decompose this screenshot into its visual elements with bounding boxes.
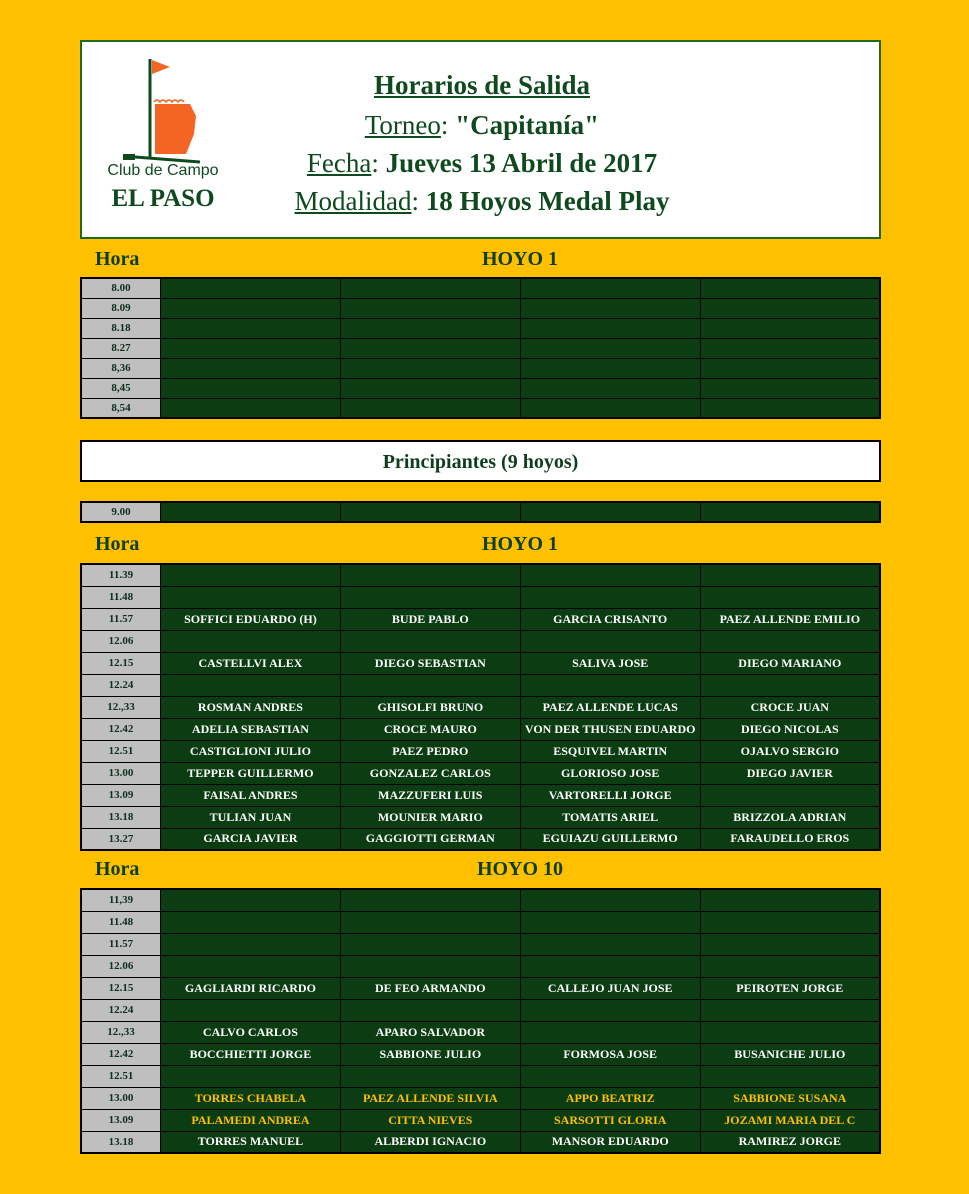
section1-header xyxy=(80,248,880,274)
tee-time-cell: 11.57 xyxy=(81,933,161,955)
player-cell xyxy=(161,502,341,522)
player-cell: DIEGO NICOLAS xyxy=(700,718,880,740)
player-cell xyxy=(161,398,341,418)
table-row xyxy=(81,502,880,522)
player-cell xyxy=(340,278,520,298)
player-cell xyxy=(700,999,880,1021)
table-row xyxy=(81,564,880,586)
player-cell xyxy=(340,318,520,338)
player-cell: SABBIONE JULIO xyxy=(340,1043,520,1065)
club-name-line1: Club de Campo xyxy=(107,162,219,179)
player-cell xyxy=(700,784,880,806)
player-cell: CITTA NIEVES xyxy=(340,1109,520,1131)
player-cell xyxy=(520,911,700,933)
hora-label: Hora xyxy=(95,858,140,880)
player-cell xyxy=(340,564,520,586)
player-cell: PAEZ PEDRO xyxy=(340,740,520,762)
player-cell xyxy=(161,999,341,1021)
tee-time-cell: 9.00 xyxy=(81,502,161,522)
player-cell xyxy=(340,398,520,418)
tee-time-cell: 12.06 xyxy=(81,630,161,652)
player-cell: FARAUDELLO EROS xyxy=(700,828,880,850)
player-cell xyxy=(520,278,700,298)
tee-time-cell: 12.51 xyxy=(81,1065,161,1087)
player-cell xyxy=(161,278,341,298)
player-cell xyxy=(700,398,880,418)
tee-time-cell: 12.24 xyxy=(81,999,161,1021)
player-cell xyxy=(340,1065,520,1087)
fecha-separator: : xyxy=(371,148,379,178)
tee-table-principiantes xyxy=(80,501,881,523)
player-cell: BRIZZOLA ADRIAN xyxy=(700,806,880,828)
player-cell xyxy=(700,502,880,522)
torneo-label: Torneo xyxy=(364,110,441,140)
table-row xyxy=(81,1043,880,1065)
player-cell xyxy=(340,586,520,608)
player-cell xyxy=(520,586,700,608)
table-row xyxy=(81,398,880,418)
tee-table-hoyo1 xyxy=(80,563,881,851)
player-cell xyxy=(520,630,700,652)
player-cell: JOZAMI MARIA DEL C xyxy=(700,1109,880,1131)
player-cell: GARCIA JAVIER xyxy=(161,828,341,850)
tee-time-cell: 11.48 xyxy=(81,586,161,608)
table-row xyxy=(81,762,880,784)
player-cell xyxy=(161,674,341,696)
tee-time-cell: 8.18 xyxy=(81,318,161,338)
table-row xyxy=(81,889,880,911)
player-cell xyxy=(700,298,880,318)
player-cell: SOFFICI EDUARDO (H) xyxy=(161,608,341,630)
player-cell: FORMOSA JOSE xyxy=(520,1043,700,1065)
hora-label: Hora xyxy=(95,533,140,555)
table-row xyxy=(81,955,880,977)
player-cell: CROCE MAURO xyxy=(340,718,520,740)
player-cell xyxy=(700,378,880,398)
tee-time-cell: 11.39 xyxy=(81,564,161,586)
player-cell xyxy=(700,358,880,378)
player-cell xyxy=(520,1065,700,1087)
player-cell: MANSOR EDUARDO xyxy=(520,1131,700,1153)
tee-table-hoyo1-morning xyxy=(80,277,881,419)
player-cell: PEIROTEN JORGE xyxy=(700,977,880,999)
player-cell xyxy=(520,999,700,1021)
table-row xyxy=(81,338,880,358)
player-cell xyxy=(161,338,341,358)
player-cell xyxy=(340,999,520,1021)
player-cell xyxy=(700,586,880,608)
player-cell xyxy=(700,1065,880,1087)
player-cell xyxy=(520,502,700,522)
player-cell: TORRES MANUEL xyxy=(161,1131,341,1153)
player-cell: VARTORELLI JORGE xyxy=(520,784,700,806)
table-row xyxy=(81,740,880,762)
tee-time-cell: 12.42 xyxy=(81,1043,161,1065)
player-cell: DIEGO MARIANO xyxy=(700,652,880,674)
tee-time-cell: 11.48 xyxy=(81,911,161,933)
player-cell: TOMATIS ARIEL xyxy=(520,806,700,828)
player-cell xyxy=(161,358,341,378)
tee-time-cell: 12.42 xyxy=(81,718,161,740)
table-row xyxy=(81,1087,880,1109)
tee-time-cell: 12.06 xyxy=(81,955,161,977)
table-row xyxy=(81,298,880,318)
section2-header xyxy=(80,533,880,559)
player-cell xyxy=(161,911,341,933)
player-cell: MOUNIER MARIO xyxy=(340,806,520,828)
player-cell xyxy=(700,911,880,933)
player-cell: GARCIA CRISANTO xyxy=(520,608,700,630)
player-cell xyxy=(340,298,520,318)
player-cell: GHISOLFI BRUNO xyxy=(340,696,520,718)
player-cell xyxy=(161,933,341,955)
player-cell: APPO BEATRIZ xyxy=(520,1087,700,1109)
tee-time-cell: 13.09 xyxy=(81,784,161,806)
table-row xyxy=(81,586,880,608)
player-cell: ALBERDI IGNACIO xyxy=(340,1131,520,1153)
player-cell: PAEZ ALLENDE EMILIO xyxy=(700,608,880,630)
tee-time-cell: 8.09 xyxy=(81,298,161,318)
modalidad-separator: : xyxy=(411,186,419,216)
page-title: Horarios de Salida xyxy=(373,70,590,100)
table-row xyxy=(81,278,880,298)
tee-time-cell: 12.24 xyxy=(81,674,161,696)
player-cell xyxy=(700,630,880,652)
hoyo-label: HOYO 1 xyxy=(481,248,559,270)
torneo-line xyxy=(242,110,722,141)
fecha-value: Jueves 13 Abril de 2017 xyxy=(385,148,658,178)
player-cell xyxy=(520,338,700,358)
player-cell xyxy=(520,889,700,911)
tee-time-cell: 12.,33 xyxy=(81,696,161,718)
table-row xyxy=(81,933,880,955)
player-cell: PALAMEDI ANDREA xyxy=(161,1109,341,1131)
player-cell: DE FEO ARMANDO xyxy=(340,977,520,999)
modalidad-label: Modalidad xyxy=(294,186,412,216)
player-cell xyxy=(340,358,520,378)
player-cell xyxy=(520,398,700,418)
player-cell: VON DER THUSEN EDUARDO xyxy=(520,718,700,740)
table-row xyxy=(81,696,880,718)
table-row xyxy=(81,630,880,652)
tee-time-cell: 13.27 xyxy=(81,828,161,850)
table-row xyxy=(81,1109,880,1131)
player-cell xyxy=(340,630,520,652)
header-box xyxy=(80,40,881,239)
player-cell xyxy=(340,502,520,522)
tee-time-cell: 8,36 xyxy=(81,358,161,378)
player-cell xyxy=(520,358,700,378)
table-row xyxy=(81,318,880,338)
player-cell xyxy=(700,1021,880,1043)
player-cell: SABBIONE SUSANA xyxy=(700,1087,880,1109)
table-row xyxy=(81,1131,880,1153)
player-cell xyxy=(161,318,341,338)
player-cell xyxy=(340,955,520,977)
player-cell: BUSANICHE JULIO xyxy=(700,1043,880,1065)
player-cell xyxy=(340,933,520,955)
player-cell xyxy=(520,298,700,318)
player-cell xyxy=(161,889,341,911)
table-row xyxy=(81,1021,880,1043)
table-row xyxy=(81,977,880,999)
tee-time-cell: 13.18 xyxy=(81,806,161,828)
player-cell xyxy=(340,911,520,933)
tee-time-cell: 13.00 xyxy=(81,1087,161,1109)
player-cell xyxy=(161,1065,341,1087)
modalidad-line xyxy=(242,186,722,217)
player-cell: CALVO CARLOS xyxy=(161,1021,341,1043)
tee-time-cell: 11.57 xyxy=(81,608,161,630)
table-row xyxy=(81,608,880,630)
tee-time-cell: 12.51 xyxy=(81,740,161,762)
player-cell: DIEGO JAVIER xyxy=(700,762,880,784)
player-cell xyxy=(161,586,341,608)
tee-time-cell: 8.00 xyxy=(81,278,161,298)
player-cell: CASTIGLIONI JULIO xyxy=(161,740,341,762)
tee-time-cell: 13.00 xyxy=(81,762,161,784)
tee-time-cell: 13.09 xyxy=(81,1109,161,1131)
player-cell xyxy=(340,338,520,358)
player-cell: ESQUIVEL MARTIN xyxy=(520,740,700,762)
player-cell xyxy=(700,674,880,696)
player-cell: TEPPER GUILLERMO xyxy=(161,762,341,784)
player-cell xyxy=(700,564,880,586)
player-cell xyxy=(700,338,880,358)
player-cell: APARO SALVADOR xyxy=(340,1021,520,1043)
player-cell: CALLEJO JUAN JOSE xyxy=(520,977,700,999)
player-cell: EGUIAZU GUILLERMO xyxy=(520,828,700,850)
tee-table-hoyo10 xyxy=(80,888,881,1154)
player-cell xyxy=(161,630,341,652)
tee-time-cell: 12.15 xyxy=(81,977,161,999)
player-cell: GAGLIARDI RICARDO xyxy=(161,977,341,999)
hoyo-label: HOYO 10 xyxy=(476,858,564,880)
player-cell xyxy=(340,378,520,398)
player-cell xyxy=(700,955,880,977)
table-row xyxy=(81,828,880,850)
table-row xyxy=(81,358,880,378)
hora-label: Hora xyxy=(95,248,140,270)
torneo-value: "Capitanía" xyxy=(455,110,600,140)
tee-time-cell: 12.15 xyxy=(81,652,161,674)
player-cell: FAISAL ANDRES xyxy=(161,784,341,806)
table-row xyxy=(81,674,880,696)
player-cell xyxy=(161,564,341,586)
table-row xyxy=(81,911,880,933)
player-cell: MAZZUFERI LUIS xyxy=(340,784,520,806)
table-row xyxy=(81,999,880,1021)
tee-time-cell: 12.,33 xyxy=(81,1021,161,1043)
player-cell xyxy=(700,318,880,338)
principiantes-banner: Principiantes (9 hoyos) xyxy=(80,440,881,482)
fecha-line xyxy=(242,148,722,179)
player-cell: BOCCHIETTI JORGE xyxy=(161,1043,341,1065)
player-cell: PAEZ ALLENDE SILVIA xyxy=(340,1087,520,1109)
player-cell xyxy=(161,378,341,398)
player-cell: CROCE JUAN xyxy=(700,696,880,718)
tee-time-cell: 8,45 xyxy=(81,378,161,398)
player-cell: TULIAN JUAN xyxy=(161,806,341,828)
player-cell: SALIVA JOSE xyxy=(520,652,700,674)
table-row xyxy=(81,718,880,740)
player-cell: GLORIOSO JOSE xyxy=(520,762,700,784)
player-cell xyxy=(700,278,880,298)
tee-time-cell: 11,39 xyxy=(81,889,161,911)
player-cell: CASTELLVI ALEX xyxy=(161,652,341,674)
player-cell xyxy=(520,318,700,338)
player-cell xyxy=(520,674,700,696)
player-cell: GONZALEZ CARLOS xyxy=(340,762,520,784)
player-cell xyxy=(520,933,700,955)
modalidad-value: 18 Hoyos Medal Play xyxy=(425,186,670,216)
player-cell: ROSMAN ANDRES xyxy=(161,696,341,718)
table-row xyxy=(81,378,880,398)
player-cell: RAMIREZ JORGE xyxy=(700,1131,880,1153)
player-cell: GAGGIOTTI GERMAN xyxy=(340,828,520,850)
player-cell xyxy=(520,1021,700,1043)
player-cell xyxy=(520,564,700,586)
player-cell xyxy=(340,674,520,696)
player-cell xyxy=(161,955,341,977)
player-cell: BUDE PABLO xyxy=(340,608,520,630)
table-row xyxy=(81,1065,880,1087)
player-cell xyxy=(520,955,700,977)
player-cell: SARSOTTI GLORIA xyxy=(520,1109,700,1131)
player-cell xyxy=(340,889,520,911)
table-row xyxy=(81,652,880,674)
hoyo-label: HOYO 1 xyxy=(481,533,559,555)
player-cell xyxy=(161,298,341,318)
player-cell xyxy=(700,889,880,911)
player-cell xyxy=(520,378,700,398)
player-cell xyxy=(700,933,880,955)
table-row xyxy=(81,806,880,828)
player-cell: OJALVO SERGIO xyxy=(700,740,880,762)
tee-time-cell: 13.18 xyxy=(81,1131,161,1153)
player-cell: TORRES CHABELA xyxy=(161,1087,341,1109)
fecha-label: Fecha xyxy=(306,148,372,178)
player-cell: PAEZ ALLENDE LUCAS xyxy=(520,696,700,718)
tee-time-cell: 8,54 xyxy=(81,398,161,418)
player-cell: DIEGO SEBASTIAN xyxy=(340,652,520,674)
section3-header xyxy=(80,858,880,884)
tee-time-cell: 8.27 xyxy=(81,338,161,358)
club-name-line2: EL PASO xyxy=(111,185,215,212)
torneo-separator: : xyxy=(440,110,449,140)
table-row xyxy=(81,784,880,806)
player-cell: ADELIA SEBASTIAN xyxy=(161,718,341,740)
